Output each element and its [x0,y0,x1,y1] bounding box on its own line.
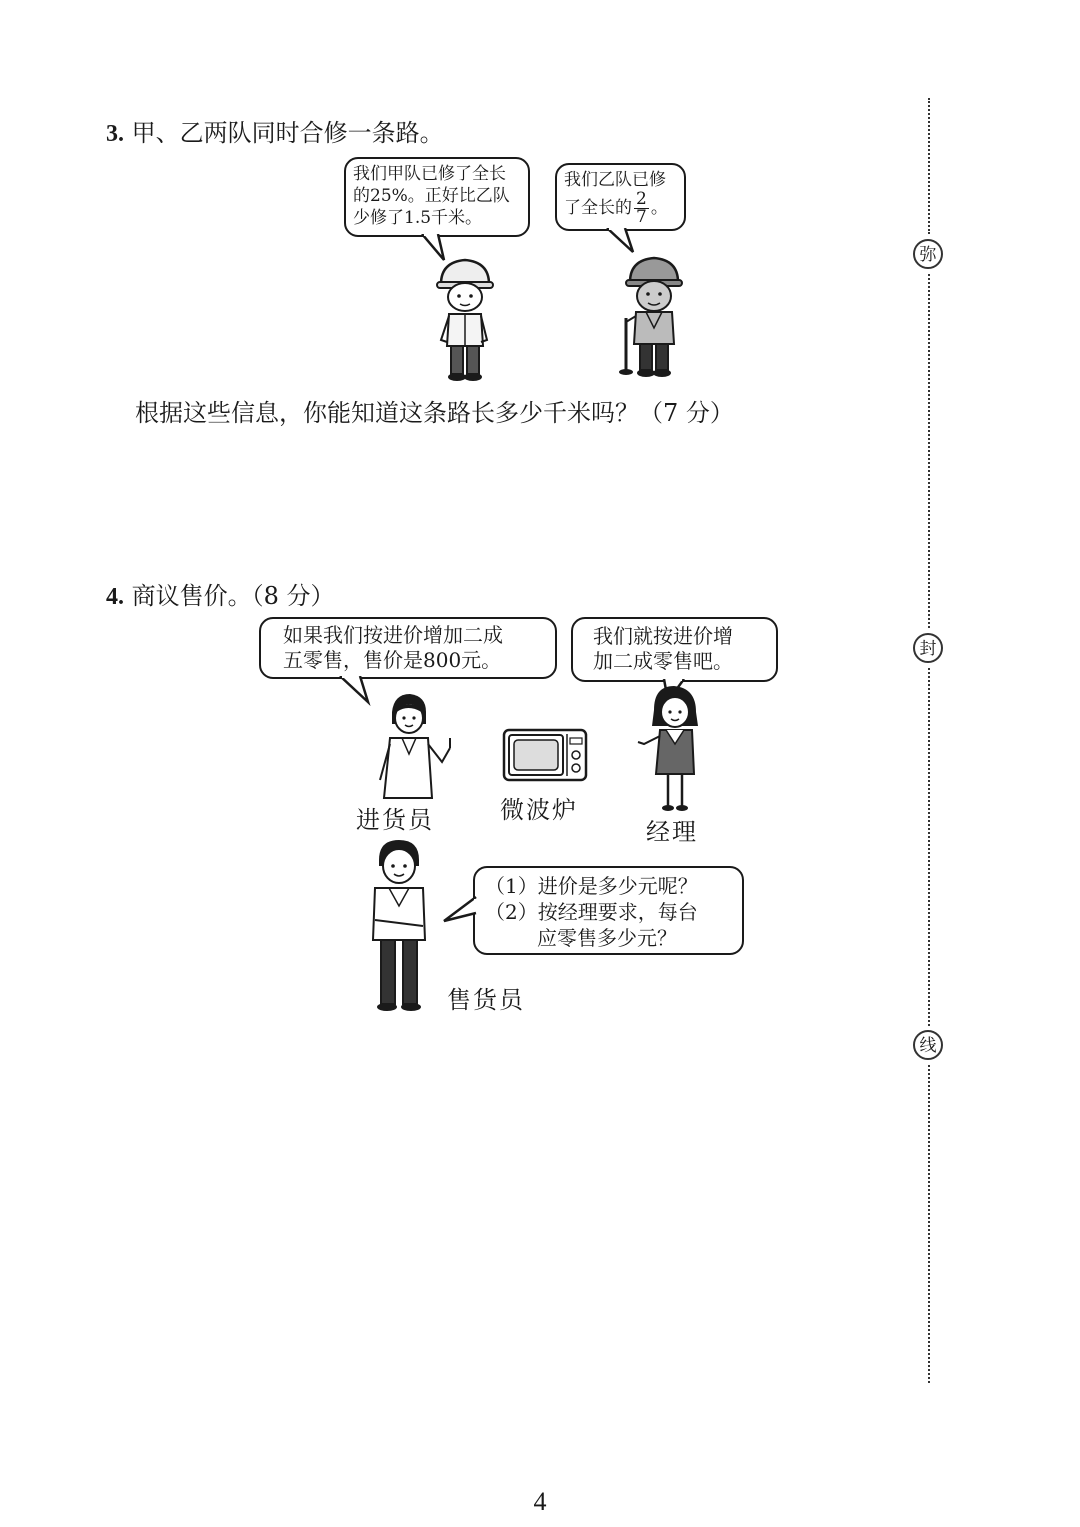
speech-bubble-manager [571,617,778,682]
bubble-b-line1: 我们乙队已修 [564,170,666,190]
bubble-manager-line2: 加二成零售吧。 [593,649,733,673]
seal-dotted-line-mid2 [928,668,930,1026]
q3-title-text: 甲、乙两队同时合修一条路。 [131,119,444,147]
q3-question: 根据这些信息，你能知道这条路长多少千米吗？（7 分） [135,399,734,427]
seal-dotted-line-bottom [928,1065,930,1383]
buyer-illustration [368,690,458,800]
seal-char-feng: 封 [913,633,943,663]
bubble-a-line1: 我们甲队已修了全长 [353,164,506,184]
q4-number: 4. [106,584,124,610]
fraction-denominator: 7 [636,207,647,227]
manager-illustration [634,682,714,812]
microwave-illustration [502,728,588,782]
speech-bubble-team-a [344,157,530,237]
q3-number: 3. [106,121,124,147]
speech-bubble-buyer [259,617,557,679]
clerk-illustration [365,838,435,1014]
speech-bubble-clerk [473,866,744,955]
bubble-clerk-line2: （2）按经理要求，每台 [485,900,698,924]
worker-team-a-illustration [425,252,505,384]
seal-char-xian: 线 [913,1030,943,1060]
fraction-numerator: 2 [636,189,647,209]
bubble-a-line3: 少修了1.5千米。 [353,208,483,228]
bubble-a-line2: 的25%。正好比乙队 [353,186,510,206]
label-manager: 经理 [646,818,698,846]
seal-dotted-line-top [928,98,930,234]
label-buyer: 进货员 [356,806,434,834]
bubble-b-line2-suffix: 。 [650,198,668,218]
fraction-two-sevenths [634,191,649,226]
page-number: 4 [533,1487,547,1516]
q3-title [106,113,444,148]
bubble-clerk-tail [442,893,478,927]
q4-title-text: 商议售价。（8 分） [131,582,335,610]
bubble-clerk-line3: 应零售多少元？ [537,926,677,950]
worker-team-b-illustration [612,252,692,380]
bubble-b-line2-prefix: 了全长的 [564,198,632,218]
seal-dotted-line-mid1 [928,274,930,628]
q4-title [106,576,335,611]
bubble-buyer-line1: 如果我们按进价增加二成 [283,623,503,647]
speech-bubble-team-b [555,163,686,231]
label-clerk: 售货员 [447,986,525,1014]
bubble-manager-line1: 我们就按进价增 [593,624,733,648]
bubble-clerk-line1: （1）进价是多少元呢？ [485,874,698,898]
label-microwave: 微波炉 [500,796,578,824]
seal-char-mi: 弥 [913,239,943,269]
bubble-buyer-line2: 五零售，售价是800元。 [283,648,502,672]
